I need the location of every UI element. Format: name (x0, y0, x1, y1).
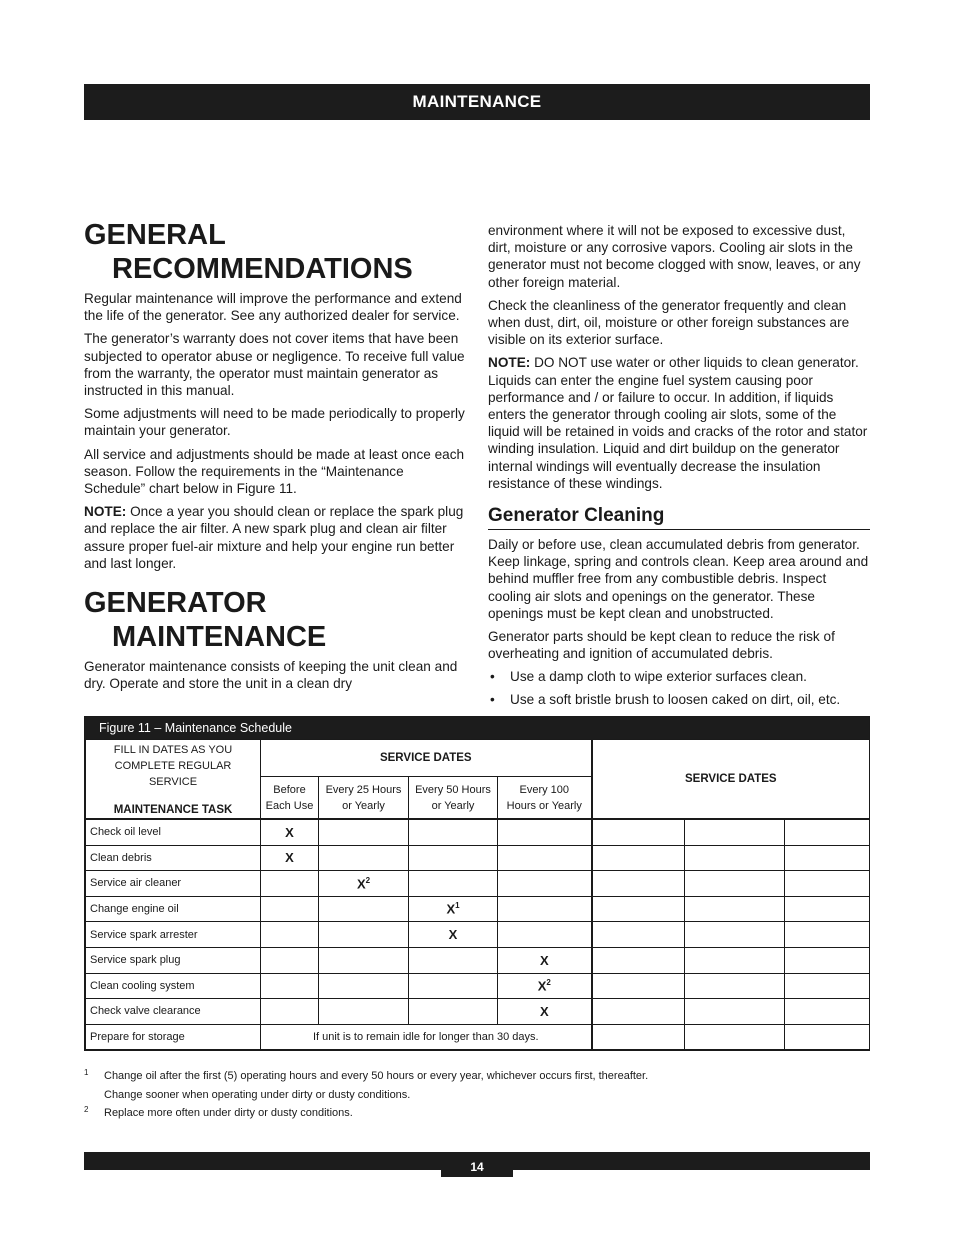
note-paragraph (84, 503, 466, 572)
paragraph: Some adjustments will need to be made periodically to properly maintain your generator. (84, 406, 465, 439)
interval-cell (261, 973, 319, 999)
interval-cell (261, 999, 319, 1025)
note-text: Once a year you should clean or replace the spark plug and replace the air filter. A new spark plug and clean air filter assure proper fuel-air mixture and help your engine run better and last longer. (84, 504, 464, 571)
interval-cell (319, 973, 409, 999)
interval-cell (409, 999, 498, 1025)
check-mark: X (448, 927, 458, 943)
paragraph: All service and adjustments should be made at least once each season. Follow the requirements in the “Maintenance Schedule” chart below in Figure 11. (84, 446, 465, 497)
page-number: 14 (441, 1152, 513, 1177)
interval-cell (498, 922, 592, 948)
task-cell: Clean debris (86, 845, 261, 871)
interval-cell (498, 845, 592, 871)
footnote (84, 1104, 870, 1123)
service-date-cell[interactable] (785, 922, 870, 948)
service-date-cell[interactable] (592, 973, 685, 999)
interval-cell (409, 871, 498, 897)
interval-cell (319, 947, 409, 973)
footnote-text: Change sooner when operating under dirty or dusty conditions. (104, 1088, 411, 1101)
service-date-cell[interactable] (685, 947, 785, 973)
section-header: MAINTENANCE (84, 84, 870, 120)
service-dates-header: SERVICE DATES (261, 740, 592, 777)
heading-line-2: MAINTENANCE (112, 621, 327, 654)
check-mark: X (285, 824, 294, 840)
interval-header: Before Each Use (261, 777, 319, 819)
service-date-cell[interactable] (592, 871, 685, 897)
footnote-text: Change oil after the first (5) operating hours and every 50 hours or every year, whichever occurs first, thereafter. (104, 1070, 649, 1082)
service-date-cell[interactable] (592, 845, 685, 871)
note-text: DO NOT use water or other liquids to clean generator. Liquids can enter the engine fuel system causing poor performance and / or failure to occur. In addition, if liquids enters the generator through cooling air slots, some of the liquid will be retained in voids and cracks of the rotor and stator winding insulation. Liquid and dirt buildup on the generator internal windings will eventually decrease the insulation resistance of these windings. (488, 355, 868, 491)
paragraph: The generator’s warranty does not cover items that have been subjected to operator abuse or negligence. To receive full value from the warranty, the operator must maintain generator as instructed in this manual. (84, 331, 465, 399)
service-date-cell[interactable] (785, 845, 870, 871)
table-row (86, 999, 870, 1025)
task-cell: Check oil level (86, 819, 261, 845)
service-dates-record-header: SERVICE DATES (592, 740, 870, 820)
interval-cell (319, 999, 409, 1025)
paragraph: Generator parts should be kept clean to reduce the risk of overheating and ignition of accumulated debris. (488, 629, 835, 662)
footnote-number: 1 (84, 1068, 89, 1077)
maintenance-schedule-figure (84, 716, 870, 1051)
service-date-cell[interactable] (685, 1024, 785, 1050)
interval-cell (409, 973, 498, 999)
service-date-cell[interactable] (785, 871, 870, 897)
table-row-storage (86, 1024, 870, 1050)
interval-cell (498, 896, 592, 922)
interval-cell (409, 896, 498, 922)
footnote-ref: 2 (365, 875, 371, 885)
note-paragraph (488, 354, 870, 492)
service-date-cell[interactable] (685, 896, 785, 922)
service-date-cell[interactable] (785, 819, 870, 845)
heading-line-1: GENERAL (84, 219, 226, 251)
interval-cell (409, 845, 498, 871)
interval-cell (498, 819, 592, 845)
task-cell: Prepare for storage (86, 1024, 261, 1050)
generator-maintenance-heading (84, 586, 466, 654)
interval-header: Every 50 Hours or Yearly (409, 777, 498, 819)
task-cell: Service spark arrester (86, 922, 261, 948)
service-date-cell[interactable] (785, 999, 870, 1025)
service-date-cell[interactable] (685, 871, 785, 897)
table-row (86, 819, 870, 845)
general-recommendations-heading (84, 218, 466, 286)
check-mark: X (356, 876, 366, 892)
fill-in-note: FILL IN DATES AS YOU (113, 744, 233, 756)
interval-cell (409, 947, 498, 973)
paragraph: Daily or before use, clean accumulated debris from generator. Keep linkage, spring and controls clean. Keep area around and behind muffler free from any combustible debris. Inspect cooling air slots and openings on the generator. These openings must be kept clean and unobstructed. (488, 537, 869, 621)
heading-line-1: GENERATOR (84, 587, 267, 620)
task-column-header: MAINTENANCE TASK (113, 804, 233, 816)
task-cell: Service spark plug (86, 947, 261, 973)
storage-note: If unit is to remain idle for longer than 30 days. (261, 1024, 592, 1050)
table-row (86, 845, 870, 871)
check-mark: X (539, 1003, 549, 1019)
maintenance-schedule-table (85, 739, 870, 1050)
interval-cell (319, 871, 409, 897)
interval-cell (498, 999, 592, 1025)
service-date-cell[interactable] (685, 845, 785, 871)
interval-cell (319, 922, 409, 948)
service-date-cell[interactable] (785, 896, 870, 922)
service-date-cell[interactable] (685, 922, 785, 948)
check-mark: X (446, 901, 456, 917)
paragraph: environment where it will not be exposed to excessive dust, dirt, moisture or any corrosive vapors. Cooling air slots in the generator must not become clogged with snow, leaves, or any other foreign material. (488, 223, 861, 290)
interval-header: Every 25 Hours or Yearly (319, 777, 409, 819)
interval-cell (261, 845, 319, 871)
note-label: NOTE: (488, 355, 531, 371)
service-date-cell[interactable] (685, 999, 785, 1025)
service-date-cell[interactable] (685, 819, 785, 845)
note-label: NOTE: (84, 504, 127, 520)
service-date-cell[interactable] (785, 947, 870, 973)
interval-cell (409, 819, 498, 845)
list-item: • Use a soft bristle brush to loosen caked on dirt, oil, etc. (488, 691, 870, 708)
right-column (488, 222, 870, 713)
paragraph: Check the cleanliness of the generator frequently and clean when dust, dirt, oil, moisture or other foreign substances are visible on its exterior surface. (488, 297, 850, 348)
interval-cell (261, 871, 319, 897)
figure-title: Figure 11 – Maintenance Schedule (85, 717, 869, 739)
cleaning-bullet-list (488, 668, 870, 707)
interval-cell (261, 922, 319, 948)
footnote-ref: 1 (455, 901, 460, 911)
check-mark: X (285, 850, 294, 866)
left-column (84, 218, 466, 698)
interval-cell (498, 973, 592, 999)
interval-cell (261, 896, 319, 922)
interval-header: Every 100 Hours or Yearly (498, 777, 592, 819)
interval-cell (409, 922, 498, 948)
task-cell: Check valve clearance (86, 999, 261, 1025)
interval-cell (261, 947, 319, 973)
task-cell: Clean cooling system (86, 973, 261, 999)
table-row (86, 947, 870, 973)
interval-cell (319, 845, 409, 871)
heading-line-2: RECOMMENDATIONS (112, 253, 413, 285)
service-date-cell[interactable] (785, 973, 870, 999)
table-row (86, 896, 870, 922)
check-mark: X (537, 978, 547, 994)
task-cell: Service air cleaner (86, 871, 261, 897)
service-date-cell[interactable] (592, 947, 685, 973)
table-row (86, 871, 870, 897)
footnote-text: Replace more often under dirty or dusty conditions. (104, 1107, 353, 1119)
footnote (84, 1067, 870, 1104)
service-date-cell[interactable] (592, 1024, 685, 1050)
paragraph: Generator maintenance consists of keeping the unit clean and dry. Operate and store the unit in a clean dry (84, 659, 458, 692)
interval-cell (261, 819, 319, 845)
footnote-ref: 2 (546, 978, 551, 988)
interval-cell (498, 871, 592, 897)
fill-in-note: COMPLETE REGULAR SERVICE (114, 760, 232, 788)
service-date-cell[interactable] (592, 896, 685, 922)
footnote-number: 2 (84, 1105, 89, 1114)
table-header-row (86, 740, 870, 777)
interval-cell (319, 819, 409, 845)
task-header-cell (86, 740, 261, 820)
service-date-cell[interactable] (785, 1024, 870, 1050)
service-date-cell[interactable] (592, 999, 685, 1025)
check-mark: X (539, 952, 549, 968)
interval-cell (319, 896, 409, 922)
generator-cleaning-heading: Generator Cleaning (488, 504, 870, 530)
footnotes (84, 1067, 870, 1123)
interval-cell (498, 947, 592, 973)
list-item: • Use a damp cloth to wipe exterior surfaces clean. (488, 668, 870, 685)
service-date-cell[interactable] (685, 973, 785, 999)
table-row (86, 973, 870, 999)
task-cell: Change engine oil (86, 896, 261, 922)
table-row (86, 922, 870, 948)
service-date-cell[interactable] (592, 819, 685, 845)
paragraph: Regular maintenance will improve the performance and extend the life of the generator. See any authorized dealer for service. (84, 291, 462, 324)
service-date-cell[interactable] (592, 922, 685, 948)
